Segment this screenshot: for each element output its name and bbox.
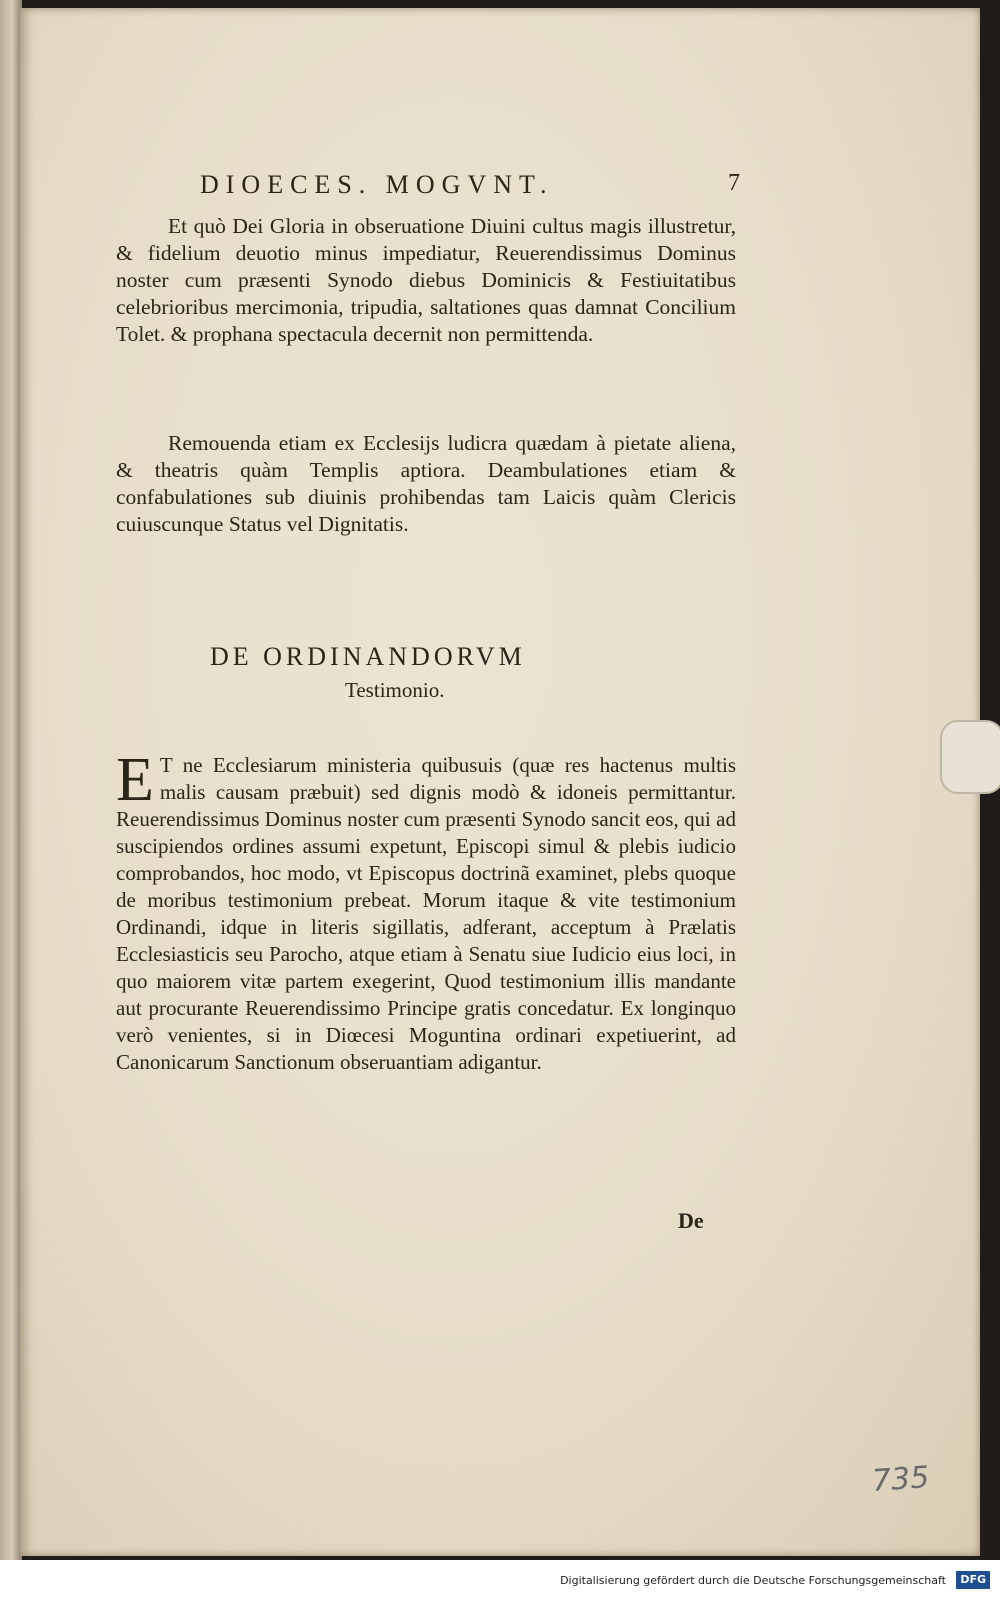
paragraph-ordination-testimony xyxy=(116,746,736,1076)
dfg-logo-icon: DFG xyxy=(956,1571,990,1589)
paragraph-text: Et quò Dei Gloria in obseruatione Diuini cultus magis illustretur, & fidelium deuotio minus impediatur, Reuerendissimus Dominus noster cum præsenti Synodo diebus Dominicis & Festiuitatibus celebrioribus mercimonia, tripudia, saltationes quas damnat Concilium Tolet. & prophana spectacula decernit non permittenda. xyxy=(116,214,736,346)
running-head xyxy=(200,170,740,200)
paragraph-text: T ne Ecclesiarum ministeria quibusuis (quæ res hactenus multis malis causam præbuit) sed dignis modò & idoneis permittantur. Reuerendissimus Dominus noster cum præsenti Synodo sancit eos, qui ad suscipiendos ordines assumi expetunt, Episcopi simul & plebis iudicio comprobandos, hoc modo, vt Episcopus doctrinã examinet, plebs quoque de moribus testimonium prebeat. Morum itaque & vite testimonium Ordinandi, idque in literis sigillatis, adferant, acceptum à Prælatis Ecclesiasticis seu Parocho, atque etiam à Senatu siue Iudicio eius loci, in quo maiorem vitæ partem exegerint, Quod testimonium illis mandante aut procurante Reuerendissimo Principe gratis concedatur. Ex longinquo verò venientes, si in Diœcesi Moguntina ordinari expetiuerint, ad Canonicarum Sanctionum obseruantiam adigantur. xyxy=(116,753,736,1074)
footer-credit: Digitalisierung gefördert durch die Deutsche Forschungsgemeinschaft xyxy=(560,1574,946,1587)
catchword: De xyxy=(678,1208,704,1233)
running-head-title: DIOECES. MOGVNT. xyxy=(200,170,554,199)
footer-bar xyxy=(0,1560,1000,1599)
paragraph-church-conduct xyxy=(116,430,736,538)
page-clip xyxy=(940,720,1000,794)
archive-number: 735 xyxy=(870,1460,931,1499)
paragraph-feast-days xyxy=(116,213,736,348)
book-spine xyxy=(0,0,22,1560)
page-number: 7 xyxy=(728,170,740,196)
drop-cap: E xyxy=(116,746,154,814)
section-subheading: Testimonio. xyxy=(345,678,445,702)
section-heading: DE ORDINANDORVM xyxy=(210,642,526,671)
paragraph-text: Remouenda etiam ex Ecclesijs ludicra quædam à pietate aliena, & theatris quàm Templis aptiora. Deambulationes etiam & confabulationes sub diuinis prohibendas tam Laicis quàm Clericis cuiuscunque Status vel Dignitatis. xyxy=(116,431,736,536)
